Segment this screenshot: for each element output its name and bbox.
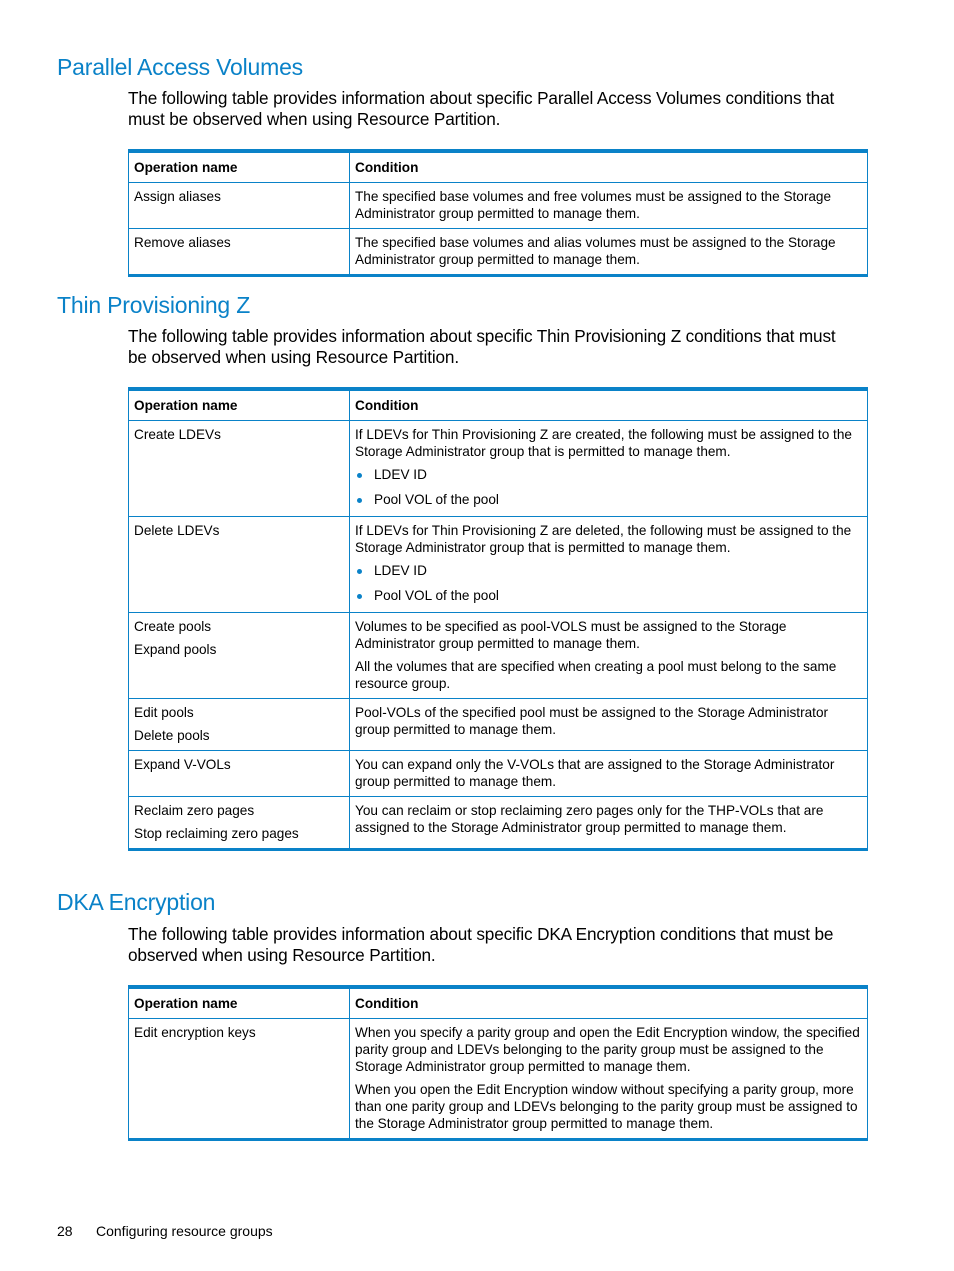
condition-bullet-list bbox=[355, 562, 862, 604]
dka-conditions-table bbox=[128, 985, 868, 1141]
column-header-condition: Condition bbox=[350, 151, 868, 183]
section-intro: The following table provides information about specific DKA Encryption conditions that must be observed when using Resource Partition. bbox=[128, 924, 834, 965]
operation-name: Reclaim zero pages bbox=[134, 803, 255, 818]
condition-text: Pool-VOLs of the specified pool must be assigned to the Storage Administrator group permitted to manage them. bbox=[355, 705, 829, 737]
chapter-title: Configuring resource groups bbox=[96, 1223, 273, 1239]
bullet-icon bbox=[357, 473, 362, 478]
condition-text: If LDEVs for Thin Provisioning Z are created, the following must be assigned to the Storage Administrator group that is permitted to manage them. bbox=[355, 427, 852, 459]
table-row bbox=[129, 751, 868, 797]
column-header-operation-name: Operation name bbox=[129, 389, 350, 421]
list-item bbox=[355, 466, 862, 483]
page-number: 28 bbox=[57, 1223, 73, 1239]
operation-name: Remove aliases bbox=[134, 235, 231, 250]
page-footer bbox=[57, 1223, 273, 1239]
table-header-row bbox=[129, 987, 868, 1019]
operation-cell bbox=[129, 183, 350, 229]
bullet-text: Pool VOL of the pool bbox=[374, 588, 499, 603]
list-item bbox=[355, 587, 862, 604]
table-row bbox=[129, 1019, 868, 1140]
operation-name: Edit pools bbox=[134, 705, 194, 720]
bullet-icon bbox=[357, 569, 362, 574]
condition-text: The specified base volumes and alias volumes must be assigned to the Storage Administrator group permitted to manage them. bbox=[355, 235, 836, 267]
section-title-thin-provisioning-z: Thin Provisioning Z bbox=[57, 292, 251, 318]
condition-text: You can expand only the V-VOLs that are assigned to the Storage Administrator group permitted to manage them. bbox=[355, 757, 835, 789]
condition-cell bbox=[350, 421, 868, 517]
tpz-conditions-table bbox=[128, 387, 868, 851]
condition-text: When you open the Edit Encryption window without specifying a parity group, more than one parity group and LDEVs belonging to the parity group must be assigned to the Storage Administrator group permitted to manage them. bbox=[355, 1082, 858, 1131]
bullet-text: Pool VOL of the pool bbox=[374, 492, 499, 507]
condition-cell bbox=[350, 613, 868, 699]
table-row bbox=[129, 613, 868, 699]
list-item bbox=[355, 562, 862, 579]
condition-cell bbox=[350, 699, 868, 751]
condition-cell bbox=[350, 751, 868, 797]
operation-name: Expand V-VOLs bbox=[134, 757, 231, 772]
operation-name: Expand pools bbox=[134, 642, 217, 657]
list-item bbox=[355, 491, 862, 508]
table-header-row bbox=[129, 151, 868, 183]
operation-cell bbox=[129, 797, 350, 850]
operation-name: Delete pools bbox=[134, 728, 210, 743]
condition-text: You can reclaim or stop reclaiming zero pages only for the THP-VOLs that are assigned to the Storage Administrator group permitted to manage them. bbox=[355, 803, 824, 835]
condition-text: When you specify a parity group and open the Edit Encryption window, the specified parity group and LDEVs belonging to the parity group must be assigned to the Storage Administrator group permitted to manage them. bbox=[355, 1025, 860, 1074]
condition-cell bbox=[350, 1019, 868, 1140]
operation-name: Assign aliases bbox=[134, 189, 221, 204]
section-intro: The following table provides information about specific Parallel Access Volumes conditions that must be observed when using Resource Partition. bbox=[128, 88, 835, 129]
operation-name: Edit encryption keys bbox=[134, 1025, 256, 1040]
table-row bbox=[129, 421, 868, 517]
operation-cell bbox=[129, 613, 350, 699]
table-row bbox=[129, 183, 868, 229]
condition-cell bbox=[350, 517, 868, 613]
condition-bullet-list bbox=[355, 466, 862, 508]
operation-name: Create LDEVs bbox=[134, 427, 221, 442]
operation-cell bbox=[129, 517, 350, 613]
bullet-text: LDEV ID bbox=[374, 467, 427, 482]
table-row bbox=[129, 699, 868, 751]
section-title-dka-encryption: DKA Encryption bbox=[57, 889, 216, 915]
table-header-row bbox=[129, 389, 868, 421]
operation-name: Create pools bbox=[134, 619, 212, 634]
column-header-operation-name: Operation name bbox=[129, 987, 350, 1019]
table-row bbox=[129, 797, 868, 850]
condition-text: Volumes to be specified as pool-VOLS must be assigned to the Storage Administrator group permitted to manage them. bbox=[355, 619, 787, 651]
condition-text: The specified base volumes and free volumes must be assigned to the Storage Administrator group permitted to manage them. bbox=[355, 189, 832, 221]
section-title-parallel-access-volumes: Parallel Access Volumes bbox=[57, 54, 303, 80]
condition-text: If LDEVs for Thin Provisioning Z are deleted, the following must be assigned to the Storage Administrator group that is permitted to manage them. bbox=[355, 523, 852, 555]
operation-cell bbox=[129, 421, 350, 517]
bullet-icon bbox=[357, 498, 362, 503]
operation-name: Stop reclaiming zero pages bbox=[134, 826, 299, 841]
operation-name: Delete LDEVs bbox=[134, 523, 220, 538]
condition-cell bbox=[350, 229, 868, 276]
table-row bbox=[129, 517, 868, 613]
bullet-text: LDEV ID bbox=[374, 563, 427, 578]
bullet-icon bbox=[357, 594, 362, 599]
condition-cell bbox=[350, 183, 868, 229]
condition-cell bbox=[350, 797, 868, 850]
operation-cell bbox=[129, 229, 350, 276]
condition-text: All the volumes that are specified when creating a pool must belong to the same resource group. bbox=[355, 659, 837, 691]
column-header-operation-name: Operation name bbox=[129, 151, 350, 183]
column-header-condition: Condition bbox=[350, 987, 868, 1019]
table-row bbox=[129, 229, 868, 276]
operation-cell bbox=[129, 751, 350, 797]
pav-conditions-table bbox=[128, 149, 868, 277]
column-header-condition: Condition bbox=[350, 389, 868, 421]
operation-cell bbox=[129, 1019, 350, 1140]
operation-cell bbox=[129, 699, 350, 751]
section-intro: The following table provides information about specific Thin Provisioning Z conditions that must be observed when using Resource Partition. bbox=[128, 326, 836, 367]
